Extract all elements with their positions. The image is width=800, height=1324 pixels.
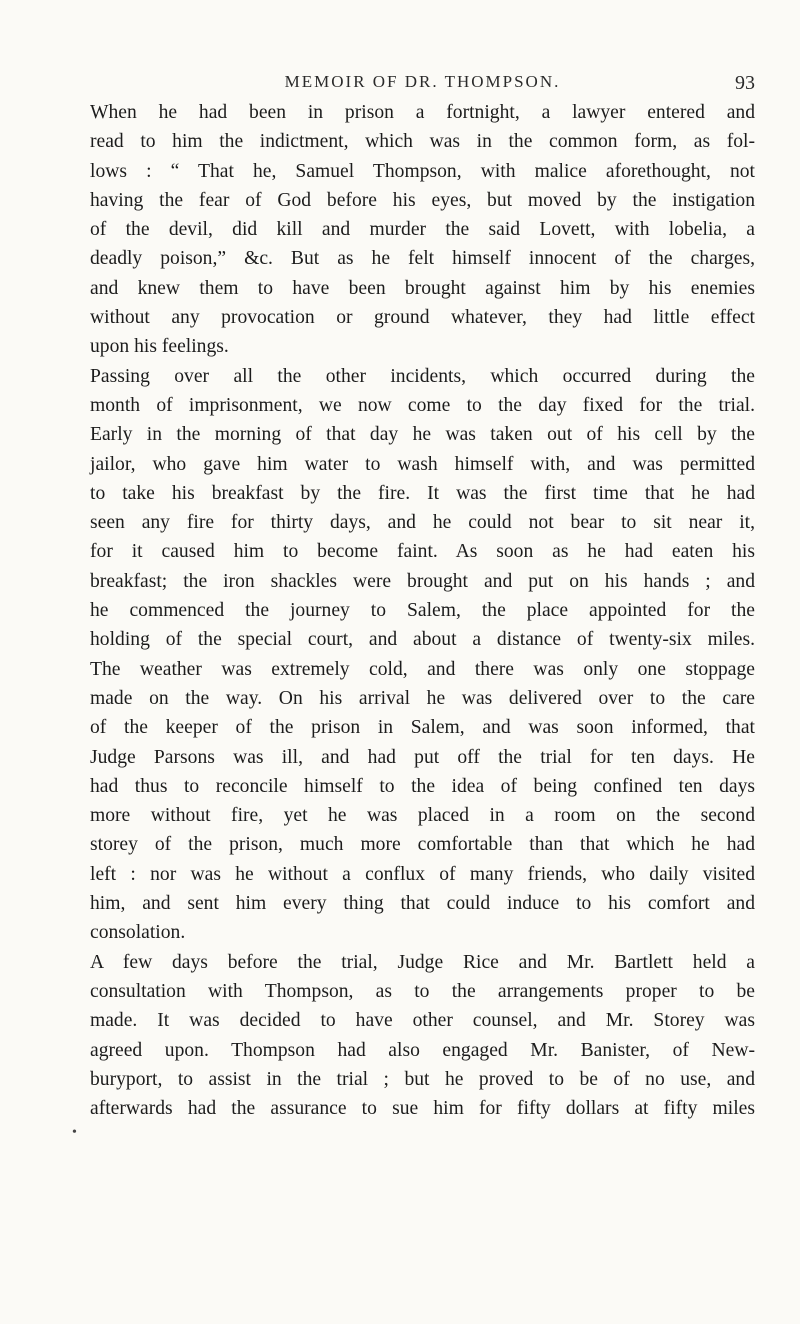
text-line: Passing over all the other incidents, which occurred during the (90, 365, 755, 387)
text-line: A few days before the trial, Judge Rice and Mr. Bartlett held a (90, 951, 755, 973)
text-line: consultation with Thompson, as to the arrangements proper to be (90, 980, 755, 1002)
text-line: buryport, to assist in the trial ; but he proved to be of no use, and (90, 1068, 755, 1090)
text-line: without any provocation or ground whatever, they had little effect (90, 307, 755, 329)
text-line: consolation. (90, 922, 186, 944)
text-line: read to him the indictment, which was in the common form, as fol- (90, 131, 755, 153)
text-line: lows : “ That he, Samuel Thompson, with malice aforethought, not (90, 160, 755, 182)
text-line: When he had been in prison a fortnight, a lawyer entered and (90, 102, 755, 123)
text-line: The weather was extremely cold, and there was only one stoppage (90, 658, 755, 680)
marginal-mark: • (72, 1125, 77, 1140)
text-line: agreed upon. Thompson had also engaged Mr. Banister, of New- (90, 1039, 755, 1061)
text-line: left : nor was he without a conflux of many friends, who daily visited (90, 863, 755, 885)
running-title: MEMOIR OF DR. THOMPSON. (284, 72, 561, 91)
text-line: Judge Parsons was ill, and had put off the trial for ten days. He (90, 746, 755, 768)
text-line: him, and sent him every thing that could induce to his comfort and (90, 893, 755, 915)
text-line: storey of the prison, much more comfortable than that which he had (90, 834, 755, 856)
text-line: for it caused him to become faint. As soon as he had eaten his (90, 541, 755, 563)
text-line: made on the way. On his arrival he was delivered over to the care (90, 687, 755, 709)
text-line: more without fire, yet he was placed in a room on the second (90, 805, 755, 827)
text-line: afterwards had the assurance to sue him for fifty dollars at fifty miles (90, 1098, 755, 1120)
text-line: Early in the morning of that day he was taken out of his cell by the (90, 424, 755, 446)
text-line: breakfast; the iron shackles were brought and put on his hands ; and (90, 570, 755, 592)
page-number: 93 (735, 72, 755, 94)
text-line: holding of the special court, and about a distance of twenty-six miles. (90, 629, 755, 651)
text-line: upon his feelings. (90, 336, 229, 358)
text-line: made. It was decided to have other counsel, and Mr. Storey was (90, 1010, 755, 1032)
body-text (90, 98, 755, 1123)
text-line: month of imprisonment, we now come to the day fixed for the trial. (90, 394, 755, 416)
text-line: deadly poison,” &c. But as he felt himself innocent of the charges, (90, 248, 755, 270)
text-line: of the devil, did kill and murder the said Lovett, with lobelia, a (90, 219, 755, 241)
text-line: to take his breakfast by the fire. It was the first time that he had (90, 482, 755, 504)
text-line: having the fear of God before his eyes, but moved by the instigation (90, 189, 755, 211)
text-line: and knew them to have been brought against him by his enemies (90, 277, 755, 299)
text-line: of the keeper of the prison in Salem, and was soon informed, that (90, 717, 755, 739)
text-line: he commenced the journey to Salem, the place appointed for the (90, 600, 755, 622)
text-line: seen any fire for thirty days, and he could not bear to sit near it, (90, 512, 755, 534)
text-line: had thus to reconcile himself to the idea of being confined ten days (90, 775, 755, 797)
text-line: jailor, who gave him water to wash himself with, and was permitted (90, 453, 755, 475)
